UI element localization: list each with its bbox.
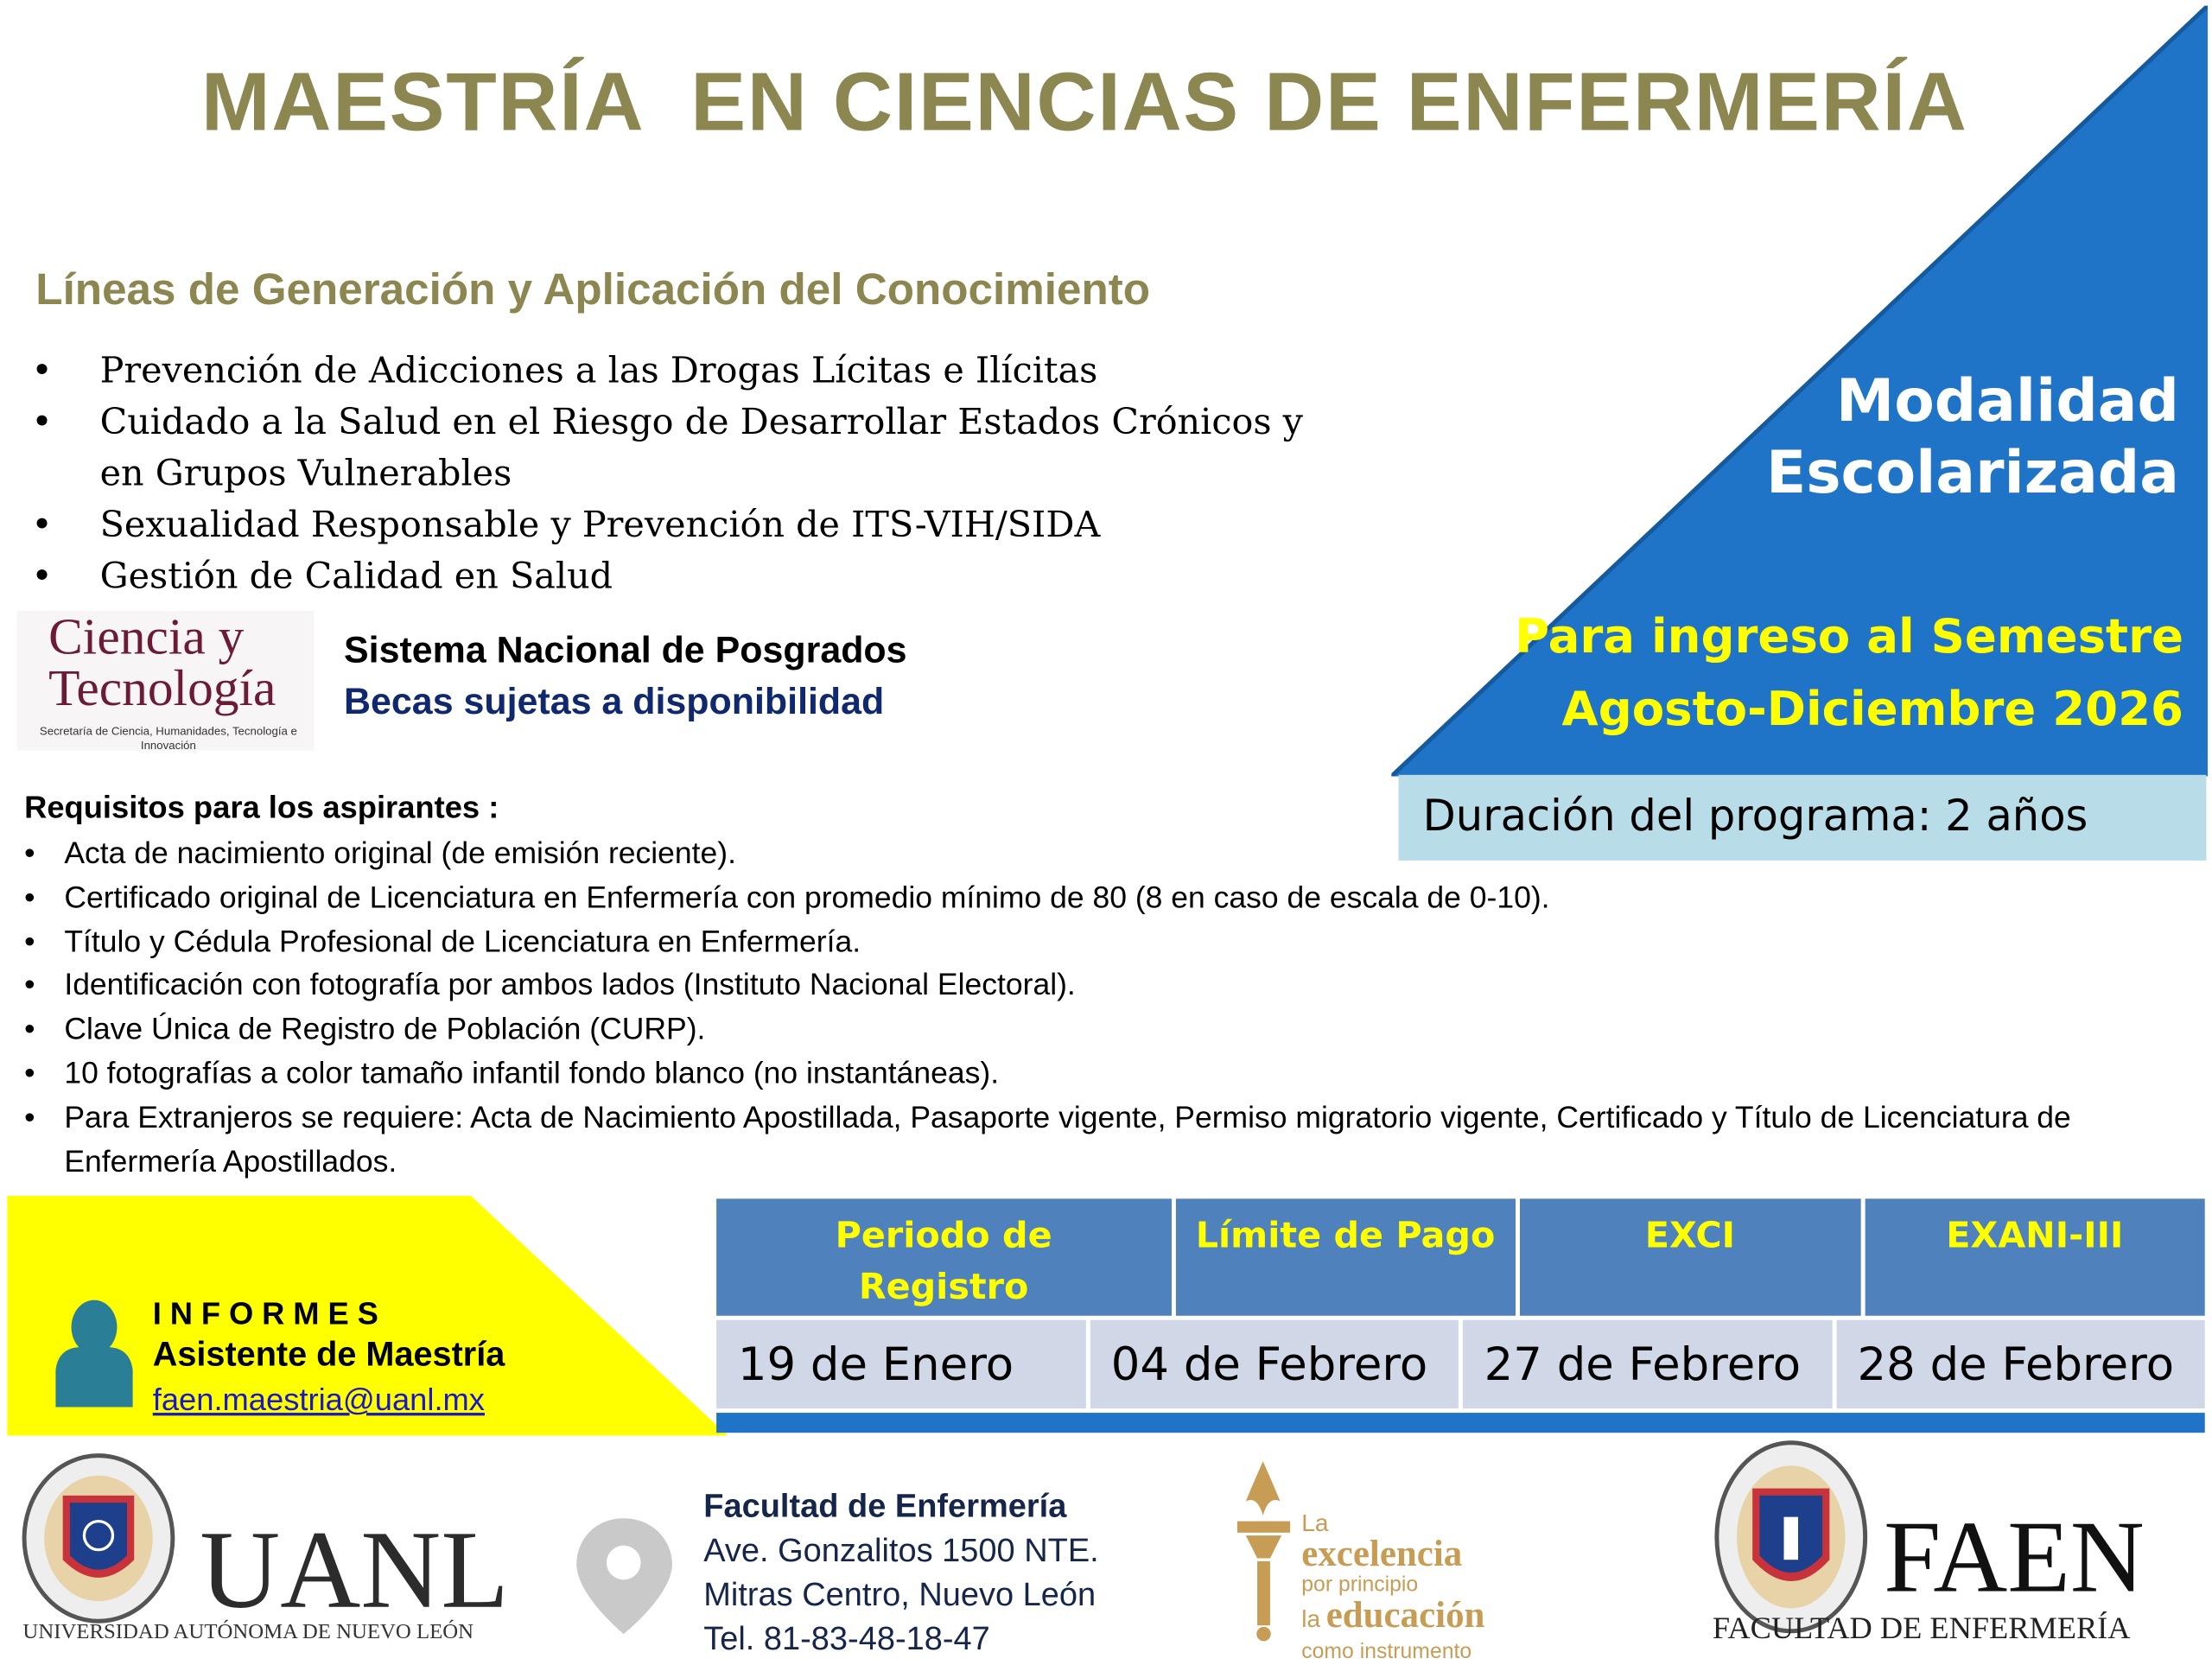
list-item: • Identificación con fotografía por ambos lados (Instituto Nacional Electoral). <box>24 963 2122 1007</box>
uanl-seal-icon <box>20 1452 177 1624</box>
address-city: Mitras Centro, Nuevo León <box>703 1575 1096 1613</box>
list-item: • Gestión de Calidad en Salud <box>29 551 1313 602</box>
address-block <box>703 1484 1098 1662</box>
person-icon <box>53 1299 136 1408</box>
logo-line2: Tecnología <box>48 659 276 717</box>
intake-semester <box>1515 600 2183 745</box>
list-item: • Prevención de Adicciones a las Drogas Lícitas e Ilícitas <box>29 346 1313 397</box>
table-cell: 28 de Febrero <box>1836 1320 2205 1408</box>
page-title: MAESTRÍA EN CIENCIAS DE ENFERMERÍA <box>200 55 1968 149</box>
program-duration: Duración del programa: 2 años <box>1399 775 2207 861</box>
ciencia-tecnologia-logo <box>17 607 315 753</box>
list-item: • Certificado original de Licenciatura en Enfermería con promedio mínimo de 80 (8 en caso de escala de 0-10). <box>24 876 2122 920</box>
modality-line1: Modalidad <box>1835 366 2179 435</box>
informes-label: INFORMES <box>152 1295 387 1331</box>
intake-line1: Para ingreso al Semestre <box>1515 607 2183 664</box>
torch-icon <box>1231 1458 1295 1644</box>
faen-seal-icon <box>1713 1439 1870 1636</box>
lgac-list <box>29 346 1313 602</box>
table-bottom-bar <box>716 1413 2205 1433</box>
address-title: Facultad de Enfermería <box>703 1486 1067 1524</box>
table-row <box>716 1316 2205 1408</box>
motto-word: la <box>1301 1605 1321 1633</box>
motto-word: educación <box>1325 1593 1485 1636</box>
motto-word: como instrumento <box>1301 1639 1472 1664</box>
table-cell: 19 de Enero <box>716 1320 1085 1408</box>
snp-label: Sistema Nacional de Posgrados <box>344 627 907 671</box>
motto-word: por principio <box>1301 1573 1419 1598</box>
list-item: • Sexualidad Responsable y Prevención de ITS-VIH/SIDA <box>29 499 1313 550</box>
motto-word: La <box>1301 1509 1329 1537</box>
list-item: • Para Extranjeros se requiere: Acta de Nacimiento Apostillada, Pasaporte vigente, Permiso migratorio vigente, Certificado y Título de Licenciatura de Enfermería Apostillados. <box>24 1096 2122 1184</box>
faen-subtitle: FACULTAD DE ENFERMERÍA <box>1712 1610 2131 1646</box>
modality-line2: Escolarizada <box>1765 438 2179 507</box>
list-item: • Clave Única de Registro de Población (CURP). <box>24 1007 2122 1052</box>
table-header: Periodo de Registro <box>716 1198 1171 1315</box>
logo-subtext: Secretaría de Ciencia, Humanidades, Tecnología e Innovación <box>39 725 297 753</box>
modality <box>1766 365 2179 508</box>
table-header: EXCI <box>1520 1198 1860 1315</box>
list-item: • Acta de nacimiento original (de emisión reciente). <box>24 832 2122 876</box>
becas-label: Becas sujetas a disponibilidad <box>344 679 885 722</box>
uanl-subtitle: UNIVERSIDAD AUTÓNOMA DE NUEVO LEÓN <box>22 1621 474 1644</box>
table-header: EXANI-III <box>1865 1198 2205 1315</box>
table-cell: 04 de Febrero <box>1090 1320 1459 1408</box>
schedule-table <box>716 1198 2205 1408</box>
requirements-list <box>24 832 2122 1184</box>
table-header-row <box>716 1198 2205 1315</box>
uanl-logo-text: UANL <box>200 1507 510 1631</box>
address-street: Ave. Gonzalitos 1500 NTE. <box>703 1531 1099 1569</box>
requirements-heading: Requisitos para los aspirantes : <box>24 789 499 825</box>
contact-email-link[interactable]: faen.maestria@uanl.mx <box>152 1381 485 1418</box>
list-item: • 10 fotografías a color tamaño infantil fondo blanco (no instantáneas). <box>24 1052 2122 1096</box>
logo-text <box>48 607 276 717</box>
contact-name: Asistente de Maestría <box>152 1335 505 1375</box>
list-item: • Título y Cédula Profesional de Licenciatura en Enfermería. <box>24 920 2122 964</box>
list-item: • Cuidado a la Salud en el Riesgo de Desarrollar Estados Crónicos y en Grupos Vulnerables <box>29 397 1313 499</box>
table-header: Límite de Pago <box>1175 1198 1516 1315</box>
table-cell: 27 de Febrero <box>1463 1320 1832 1408</box>
intake-line2: Agosto-Diciembre 2026 <box>1561 680 2183 737</box>
address-phone: Tel. 81-83-48-18-47 <box>703 1619 990 1657</box>
logo-line1: Ciencia y <box>48 607 245 665</box>
motto-word: excelencia <box>1301 1532 1463 1574</box>
location-pin-icon <box>571 1516 678 1636</box>
uanl-motto <box>1301 1509 1484 1665</box>
faen-logo-text: FAEN <box>1884 1499 2145 1614</box>
lgac-heading: Líneas de Generación y Aplicación del Conocimiento <box>35 264 1151 315</box>
